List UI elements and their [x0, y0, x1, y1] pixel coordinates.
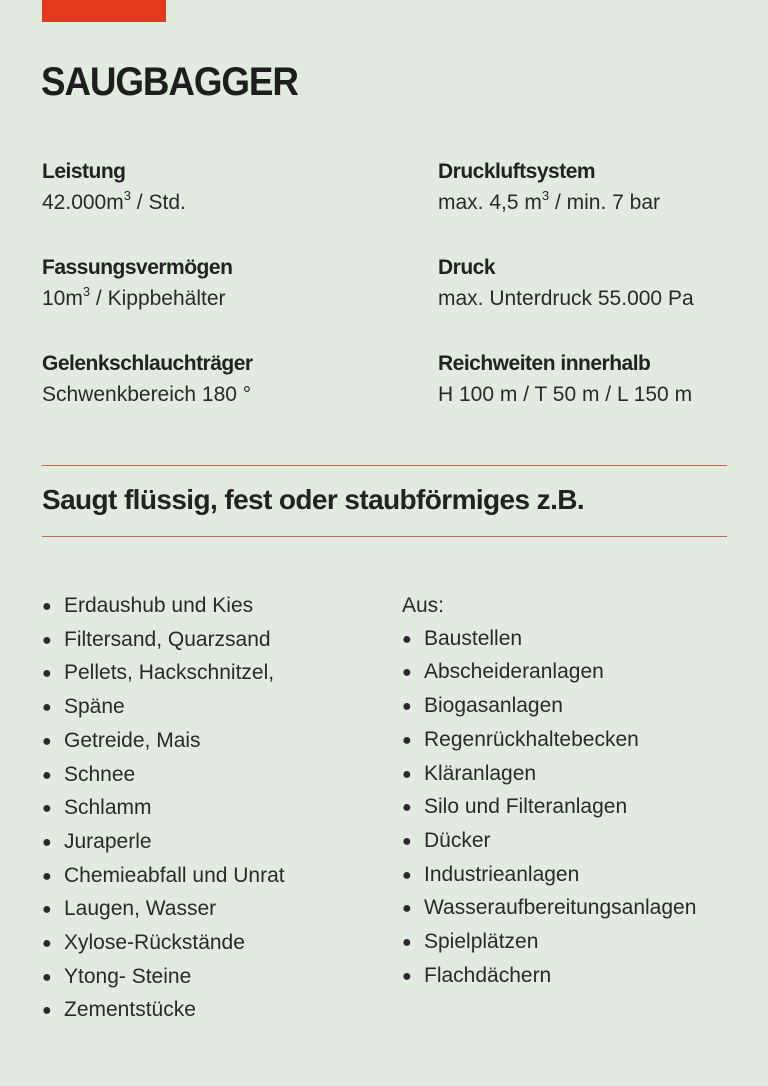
list-item-text: Xylose-Rückstände	[64, 931, 245, 955]
bullet-icon: ●	[402, 799, 412, 817]
bullet-icon: ●	[402, 934, 412, 952]
spec-item	[438, 350, 742, 446]
list-item-text: Pellets, Hackschnitzel,	[64, 661, 275, 685]
list-item-text: Getreide, Mais	[64, 728, 201, 752]
spec-grid	[42, 158, 742, 446]
spec-label: Leistung	[42, 160, 126, 183]
list-item-text: Filtersand, Quarzsand	[64, 627, 271, 651]
list-item-text: Späne	[64, 695, 125, 719]
list-item-text: Flachdächern	[424, 963, 552, 987]
list-item-text: Erdaushub und Kies	[64, 594, 254, 617]
list-item-text: Wasseraufbereitungsanlagen	[424, 896, 697, 920]
spec-item	[42, 350, 438, 446]
material-item	[42, 792, 285, 826]
bullet-icon: ●	[42, 935, 52, 953]
bullet-icon: ●	[42, 732, 52, 750]
spec-item	[438, 254, 742, 350]
spec-value: max. Unterdruck 55.000 Pa	[438, 287, 694, 310]
bullet-icon: ●	[42, 699, 52, 717]
list-item-text: Ytong- Steine	[64, 964, 192, 988]
page-title: SAUGBAGGER	[41, 60, 298, 104]
source-item	[402, 859, 696, 893]
bullet-icon: ●	[42, 968, 52, 986]
bullet-icon: ●	[402, 664, 412, 682]
sources-list	[402, 590, 696, 993]
list-item-text: Chemieabfall und Unrat	[64, 863, 285, 887]
source-item	[402, 960, 696, 994]
bullet-icon: ●	[402, 765, 412, 783]
list-item-text: Kläranlagen	[424, 761, 537, 785]
material-item	[42, 691, 285, 725]
spec-item	[438, 158, 742, 254]
list-item-text: Biogasanlagen	[424, 694, 563, 718]
source-item	[402, 758, 696, 792]
section-heading: Saugt flüssig, fest oder staubförmiges z.B.	[42, 484, 585, 515]
material-item	[42, 826, 285, 860]
list-item-text: Juraperle	[64, 829, 152, 853]
list-item-text: Dücker	[424, 828, 491, 852]
material-item	[42, 590, 285, 624]
bullet-icon: ●	[402, 630, 412, 648]
bullet-icon: ●	[402, 698, 412, 716]
source-item	[402, 623, 696, 657]
bullet-icon: ●	[402, 967, 412, 985]
spec-value: $10m^3$ / Kippbehälter	[42, 284, 226, 310]
list-item-text: Baustellen	[424, 626, 523, 650]
list-item-text: Industrieanlagen	[424, 862, 580, 886]
bullet-icon: ●	[42, 800, 52, 818]
list-item-text: Schnee	[64, 762, 136, 786]
bullet-icon: ●	[42, 867, 52, 885]
spec-label: Reichweiten innerhalb	[438, 352, 651, 375]
divider	[42, 536, 727, 537]
source-item	[402, 656, 696, 690]
list-item-text: Regenrückhaltebecken	[424, 727, 639, 751]
source-item	[402, 892, 696, 926]
material-item	[42, 657, 285, 691]
material-item	[42, 961, 285, 995]
material-item	[42, 994, 285, 1028]
list-item-text: Spielplätzen	[424, 930, 539, 954]
spec-value: H 100 m / T 50 m / L 150 m	[438, 383, 693, 406]
list-item-text: Abscheideranlagen	[424, 660, 604, 684]
spec-label: Druckluftsystem	[438, 160, 596, 183]
spec-item	[42, 254, 438, 350]
material-item	[42, 759, 285, 793]
source-item	[402, 926, 696, 960]
source-item	[402, 825, 696, 859]
source-item	[402, 724, 696, 758]
spec-label: Fassungsvermögen	[42, 256, 233, 279]
list-item-text: Silo und Filteranlagen	[424, 795, 628, 819]
bullet-icon: ●	[42, 766, 52, 784]
list-item-text: Zementstücke	[64, 998, 196, 1022]
bullet-icon: ●	[402, 731, 412, 749]
spec-value: Schwenkbereich 180 °	[42, 383, 252, 406]
accent-bar	[42, 0, 166, 22]
bullet-icon: ●	[402, 866, 412, 884]
spec-label: Druck	[438, 256, 496, 279]
bullet-icon: ●	[402, 900, 412, 918]
bullet-icon: ●	[42, 833, 52, 851]
spec-label: Gelenkschlauchträger	[42, 352, 253, 375]
divider	[42, 465, 727, 466]
sources-label: Aus:	[402, 594, 445, 617]
list-item-text: Laugen, Wasser	[64, 897, 217, 921]
bullet-icon: ●	[402, 832, 412, 850]
source-item	[402, 791, 696, 825]
spec-item	[42, 158, 438, 254]
material-item	[42, 624, 285, 658]
bullet-icon: ●	[42, 901, 52, 919]
bullet-icon: ●	[42, 1002, 52, 1020]
source-item	[402, 690, 696, 724]
bullet-icon: ●	[42, 598, 52, 615]
material-item	[42, 893, 285, 927]
bullet-icon: ●	[42, 665, 52, 683]
spec-value: $42.000m^3$ / Std.	[42, 188, 186, 214]
list-item-text: Schlamm	[64, 796, 152, 820]
material-item	[42, 725, 285, 759]
materials-list	[42, 590, 285, 1028]
bullet-icon: ●	[42, 631, 52, 649]
spec-value: max. 4,5 $m^3$ / min. 7 bar	[438, 188, 660, 214]
material-item	[42, 860, 285, 894]
material-item	[42, 927, 285, 961]
